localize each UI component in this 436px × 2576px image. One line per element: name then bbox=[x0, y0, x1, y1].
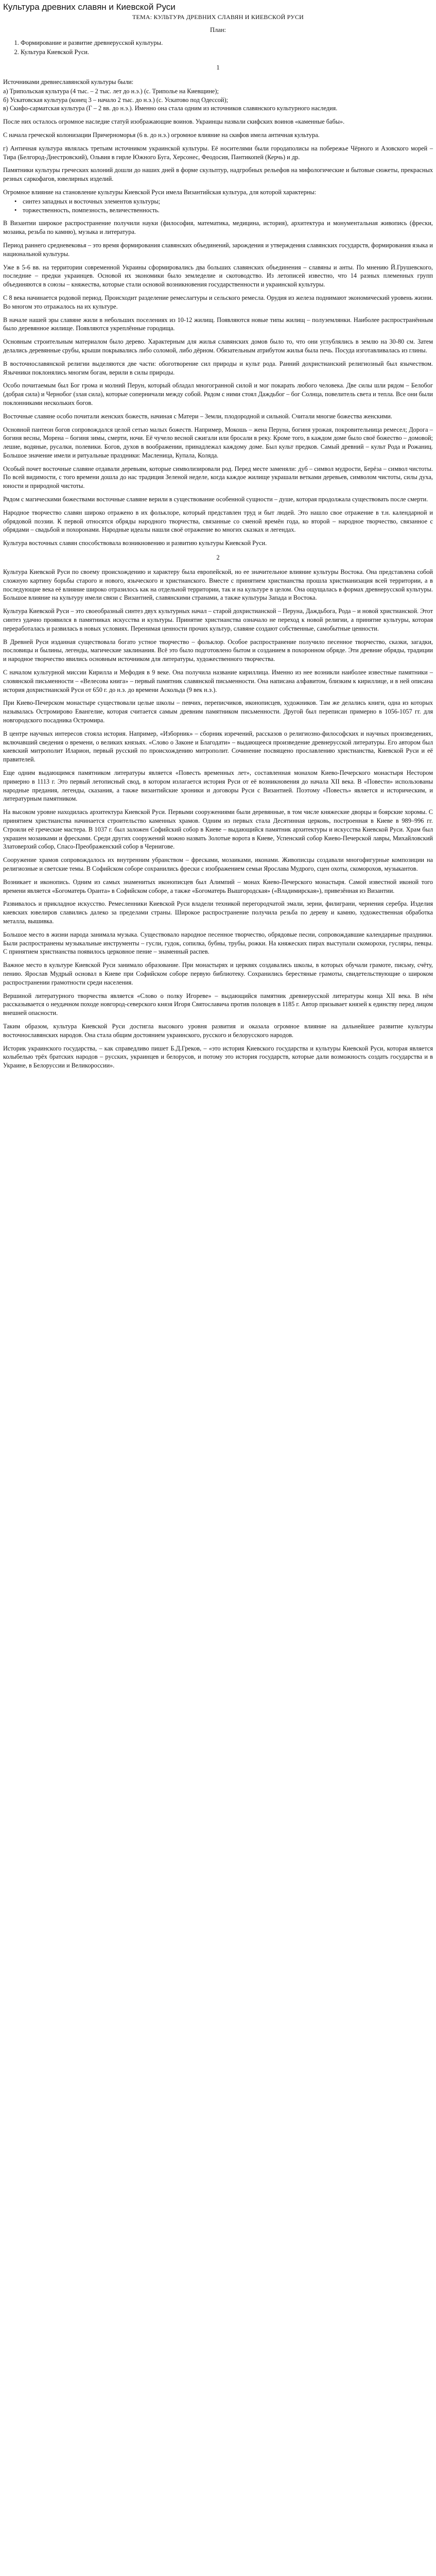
trait-item: • синтез западных и восточных элементов культуры; bbox=[14, 197, 433, 206]
paragraph: Культура Киевской Руси – это своеобразный синтез двух культурных начал – старой дохристианской – Перуна, Даждьбога, Рода – и новой христианской. Этот синтез удачно проявился в памятниках искусства и культуры. Принятие христианства означало не переход к новой религии, а принятие культуры, которая переработалась и развилась в новых условиях. Перенимая ценности прочих культур, славяне создают собственные, самобытные ценности. bbox=[3, 607, 433, 632]
document-subtitle: ТЕМА: КУЛЬТУРА ДРЕВНИХ СЛАВЯН И КИЕВСКОЙ РУСИ bbox=[132, 13, 304, 21]
paragraph: Таким образом, культура Киевской Руси достигла высокого уровня развития и оказала огромное влияние на дальнейшее развитие культуры восточнославянских народов. Она стала общим достоянием украинского, русского и белорусского народов. bbox=[3, 1022, 433, 1039]
paragraph: Памятники культуры греческих колоний дошли до наших дней в форме скульптур, надгробных рельефов на мифологические и бытовые сюжеты, прекрасных резных саркофагов, ювелирных изделий. bbox=[3, 166, 433, 183]
paragraph: Огромное влияние на становление культуры Киевской Руси имела Византийская культура, для которой характерны: bbox=[3, 188, 317, 196]
section-number: 2 bbox=[216, 554, 220, 562]
paragraph: Важное место в культуре Киевской Руси занимало образование. При монастырях и церквях создавались школы, в которых обучали грамоте, письму, счёту, пению. Ярослав Мудрый основал в Киеве при Софийском соборе первую библиотеку. Сохранились берестяные грамоты, свидетельствующие о широком распространении грамотности среди населения. bbox=[3, 961, 433, 986]
paragraph: Особо почитаемым был Бог грома и молний Перун, который обладал многогранной силой и мог покарать любого человека. Две силы шли рядом – Белобог (добрая сила) и Чернобог (злая сила), которые соперничали между собой. Рядом с ними стоял Даждьбог – бог Солнца, повелитель света и тепла. Все они были поклонниками нескольких богов. bbox=[3, 382, 433, 406]
paragraph: Вершиной литературного творчества является «Слово о полку Игореве» – выдающийся памятник древнерусской литературы конца XII века. В нём рассказывается о неудачном походе новгород-северского князя Игоря Святославича против половцев в 1185 г. Автор призывает князей к единству перед лицом внешней опасности. bbox=[3, 992, 433, 1017]
paragraph: Период раннего средневековья – это время формирования славянских объединений, зарождения и утверждения славянских государств, формирования языка и национальной культуры. bbox=[3, 241, 433, 258]
plan-item: 1. Формирование и развитие древнерусской культуры. bbox=[21, 38, 433, 47]
paragraph: Рядом с магическими божествами восточные славяне верили в существование особенной сущности – душе, которая продолжала существовать после смерти. bbox=[3, 496, 428, 503]
paragraph: После них осталось огромное наследие статуй изображающие воинов. Украинцы назвали скифских воинов «каменные бабы». bbox=[3, 118, 345, 126]
section-number: 1 bbox=[216, 64, 220, 71]
paragraph: С началом культурной миссии Кирилла и Мефодия в 9 веке. Она получила название кириллица. Именно из нее возникли наиболее известные памятники – словянской письменности – «Велесова книга» – первый памятник славянской письменности. Она написана алфавитом, близким к кириллице, и в ней описана история дохристианской Руси от 650 г. до н.э. до времени Аскольда (9 век н.э.). bbox=[3, 669, 433, 693]
paragraph: Уже в 5-6 вв. на территории современной Украины сформировались два больших славянских объединения – славяны и анты. По мнению Й.Грушевского, последние – предки украинцев. Основой их экономики было земледелие и скотоводство. Из летописей известно, что 14 разных племенных групп объединяются в союзы – княжества, которые стали основой возникновения государственности и украинской культуры. bbox=[3, 263, 433, 289]
paragraph: На высоком уровне находилась архитектура Киевской Руси. Первыми сооружениями были деревянные, в том числе княжеские дворцы и боярские хоромы. С принятием христианства начинается строительство каменных храмов. Одним из первых стала Десятинная церковь, построенная в Киеве в 989–996 гг. Строили её греческие мастера. В 1037 г. был заложен Софийский собор в Киеве – выдающийся памятник архитектуры и искусства Киевской Руси. Храм был украшен мозаиками и фресками. Среди других сооружений можно назвать Золотые ворота в Киеве, Успенский собор Киево-Печерской лавры, Михайловский Златоверхий собор, Спасо-Преображенский собор в Чернигове. bbox=[3, 808, 433, 851]
paragraph: Основным строительным материалом было дерево. Характерным для жилья славянских домов было то, что они углублялись в землю на 30-80 см. Затем делались деревянные срубы, крыши покрывались либо соломой, либо дёрном. Обязательным атрибутом жилья была печь. Посуда изготавливалась из глины. bbox=[3, 338, 433, 354]
paragraph: Сооружение храмов сопровождалось их внутренним убранством – фресками, мозаиками, иконами. Живописцы создавали многофигурные композиции на религиозные и светские темы. В Софийском соборе сохранились фрески с изображением семьи Ярослава Мудрого, сцен охоты, скоморохов, музыкантов. bbox=[3, 856, 433, 872]
paragraph: Особый почет восточные славяне отдавали деревьям, которые символизировали род. Перед месте заменяли: дуб – символ мудрости, Берёза – символ чистоты. По всей видимости, с того времени дошла до нас традиция Зеленой неделе, когда каждое жилище украшали ветками деревьев, символом чистоты, силы духа, юности и природной чистоты. bbox=[3, 465, 433, 490]
paragraph: Источниками древнеславянской культуры были: bbox=[3, 78, 134, 86]
plan-list bbox=[21, 38, 433, 57]
document-page bbox=[0, 0, 436, 1085]
paragraph: В Древней Руси изданная существовала богато устное творчество – фольклор. Особое распространение получило песенное творчество, сказки, загадки, пословицы и былины, легенды, магические заклинания. Всё это было подготовлено бытом и созданием в похоронном обряде. Эти древние обряды, традиции и народное творчество явились основным источником для литературы, художественного творчества. bbox=[3, 638, 433, 663]
plan-item: 2. Культура Киевской Руси. bbox=[21, 47, 433, 57]
paragraph: Историк украинского государства, – как справедливо пишет Б.Д.Греков, – «это история Киевского государства и культуры Киевской Руси, которая является колыбелью трёх братских народов – русских, украинцев и белорусов, и потому это история государств, которые дали возможность создать государства и в Украине, в Белоруссии и Великороссии». bbox=[3, 1044, 433, 1070]
paragraph: Еще одним выдающимся памятником литературы является «Повесть временных лет», составленная монахом Киево-Печерского монастыря Нестором примерно в 1113 г. Это первый летописный свод, в котором излагается история Руси от её возникновения до начала XII века. В «Повести» использованы народные предания, легенды, сказания, а также византийские хроники и договоры Руси с Византией. Поэтому «Повесть» является и историческим, и литературным памятником. bbox=[3, 769, 433, 803]
paragraph: Культура Киевской Руси по своему происхождению и характеру была европейской, но ее значительное влияние культуры Востока. Она представлена собой сложную картину борьбы старого и нового, языческого и христианского. Вместе с принятием христианства прошла христианизация всей территории, а в последующие века её влияние широко отразилось как на отдельной территории, так и на культуре в целом. Она ощущалась в формах древнерусской культуры. Большое влияние на культуру имели связи с Византией, славянскими странами, а также культуры Запада и Востока. bbox=[3, 568, 433, 602]
source-item: б) Ускатовская культура (конец 3 – начало 2 тыс. до н.э.) (с. Ускатово под Одессой); bbox=[3, 96, 229, 104]
paragraph: В Византии широкое распространение получили науки (философия, математика, медицина, история), архитектура и монументальная живопись (фрески, мозаика, резьба по камню), музыка и литература. bbox=[3, 219, 433, 236]
paragraph: С начала греческой колонизации Причерноморья (6 в. до н.э.) огромное влияние на скифов имела античная культура. bbox=[3, 131, 320, 139]
paragraph: В восточнославянской религии выделяются две части: обоготворение сил природы и культ рода. Ранний дохристианский религиозный был язычеством. Язычники поклонялись многим богам, верили в силы природы. bbox=[3, 360, 433, 376]
paragraph: В центре научных интересов стояла история. Например, «Изборник» – сборник изречений, рассказов о религиозно-философских и научных произведениях, включавший сведения о времени, о великих князьях. «Слово о Законе и Благодати» – выдающееся произведение древнерусской литературы. Его автором был киевский митрополит Иларион, первый русский по происхождению митрополит. Сочинение посвящено прославлению христианства, Киевской Руси и её правителей. bbox=[3, 730, 433, 764]
paragraph: г) Античная культура являлась третьим источником украинской культуры. Её носителями были городаполисы на побережье Чёрного и Азовского морей – Тира (Белгород-Днестровский), Ольвия в гирле Южного Буга, Херсонес, Феодосия, Пантикопей (Керчь) и др. bbox=[3, 144, 433, 161]
paragraph: Развивалось и прикладное искусство. Ремесленники Киевской Руси владели техникой перегородчатой эмали, зерни, филиграни, чернения серебра. Изделия киевских ювелиров славились далеко за пределами страны. Широкое распространение получила резьба по дереву и камню, художественная обработка металла, вышивка. bbox=[3, 900, 433, 925]
paragraph: Возникает и иконопись. Одним из самых знаменитых иконописцев был Алимпий – монах Киево-Печерского монастыря. Самой известной иконой того времени является «Богоматерь Оранта» в Софийском соборе, а также «Богоматерь Вышгородская» («Владимирская»), привезённая из Византии. bbox=[3, 878, 433, 894]
sources-list bbox=[3, 87, 433, 113]
paragraph: Основной пантеон богов сопровождался целой сетью малых божеств. Например, Мокошь – жена Перуна, богиня урожая, покровительница ремесел; Дорога – богиня весны, Морена – богиня зимы, смерти, ночи. Её чучело весной сжигали или бросали в реку. Кроме того, в каждом доме было своё божество – домовой; лешие, водяные, русалки, полевики. Богов, духов в воображении, принадлежал каждому доме. Был культ предков. Самый древний – культ Рода и Рожаниц. Большое значение имели и ритуальные праздники: Масленица, Купала, Коляда. bbox=[3, 426, 433, 459]
document-title: Культура древних славян и Киевской Руси bbox=[3, 2, 176, 12]
plan-heading: План: bbox=[210, 26, 226, 33]
traits-list bbox=[14, 197, 433, 215]
paragraph: В начале нашей эры славяне жили в небольших поселениях из 10-12 жилищ. Появляются новые типы жилищ – полуземлянки. Наиболее распространённым было деревянное жилище. Появляются укреплённые городища. bbox=[3, 316, 433, 332]
paragraph: С 8 века начинается родовой период. Происходит разделение ремеслаrтуры и сельского ремесла. Орудия из железа поднимают экономический уровень жизни. Во многом это отражалось на их культуре. bbox=[3, 294, 433, 310]
paragraph: Культура восточных славян способствовала возникновению и развитию культуры Киевской Руси. bbox=[3, 539, 267, 547]
source-item: в) Скифо-сарматская культура (Г – 2 вв. до н.э.). Именно она стала одним из источников славянского культурного наследия. bbox=[3, 105, 338, 112]
paragraph: Восточные славяне особо почитали женских божеств, начиная с Матери – Земли, плодородной и сильной. Считали многие божества женскими. bbox=[3, 412, 392, 420]
source-item: а) Трипольская культура (4 тыс. – 2 тыс. лет до н.э.) (с. Триполье на Киевщине); bbox=[3, 87, 219, 95]
paragraph: При Киево-Печерском монастыре существовали целые школы – певчих, переписчиков, иконописцев, художников. Там же делались книги, одна из которых называлась Остромирово Евангелие, которая считается самым древним памятником письменности. Другой был переписан примерно в 1056-1057 гг. для новгородского посадника Остромира. bbox=[3, 699, 433, 724]
paragraph: Большое место в жизни народа занимала музыка. Существовало народное песенное творчество, обрядовые песни, сопровождавшие календарные праздники. Были распространены музыкальные инструменты – гусли, гудок, сопилка, бубны, трубы, рожки. На княжеских пирах выступали скоморохи, гусляры, певцы. С принятием христианства появилось церковное пение – знаменный распев. bbox=[3, 930, 433, 956]
paragraph: Народное творчество славян широко отражено в их фольклоре, который представлен труд и быт людей. Это нашло свое отражение в т.н. календарной и обрядовой поэзии. К первой относятся обряды народного творчества, связанные со сменой времён года, ко второй – народное творчество, связанное с обрядами – свадьбой и похоронами. Народные идеалы нашли своё отражение во многих сказках и легендах. bbox=[3, 509, 433, 534]
trait-item: • торжественность, помпезность, величественность. bbox=[14, 206, 433, 215]
